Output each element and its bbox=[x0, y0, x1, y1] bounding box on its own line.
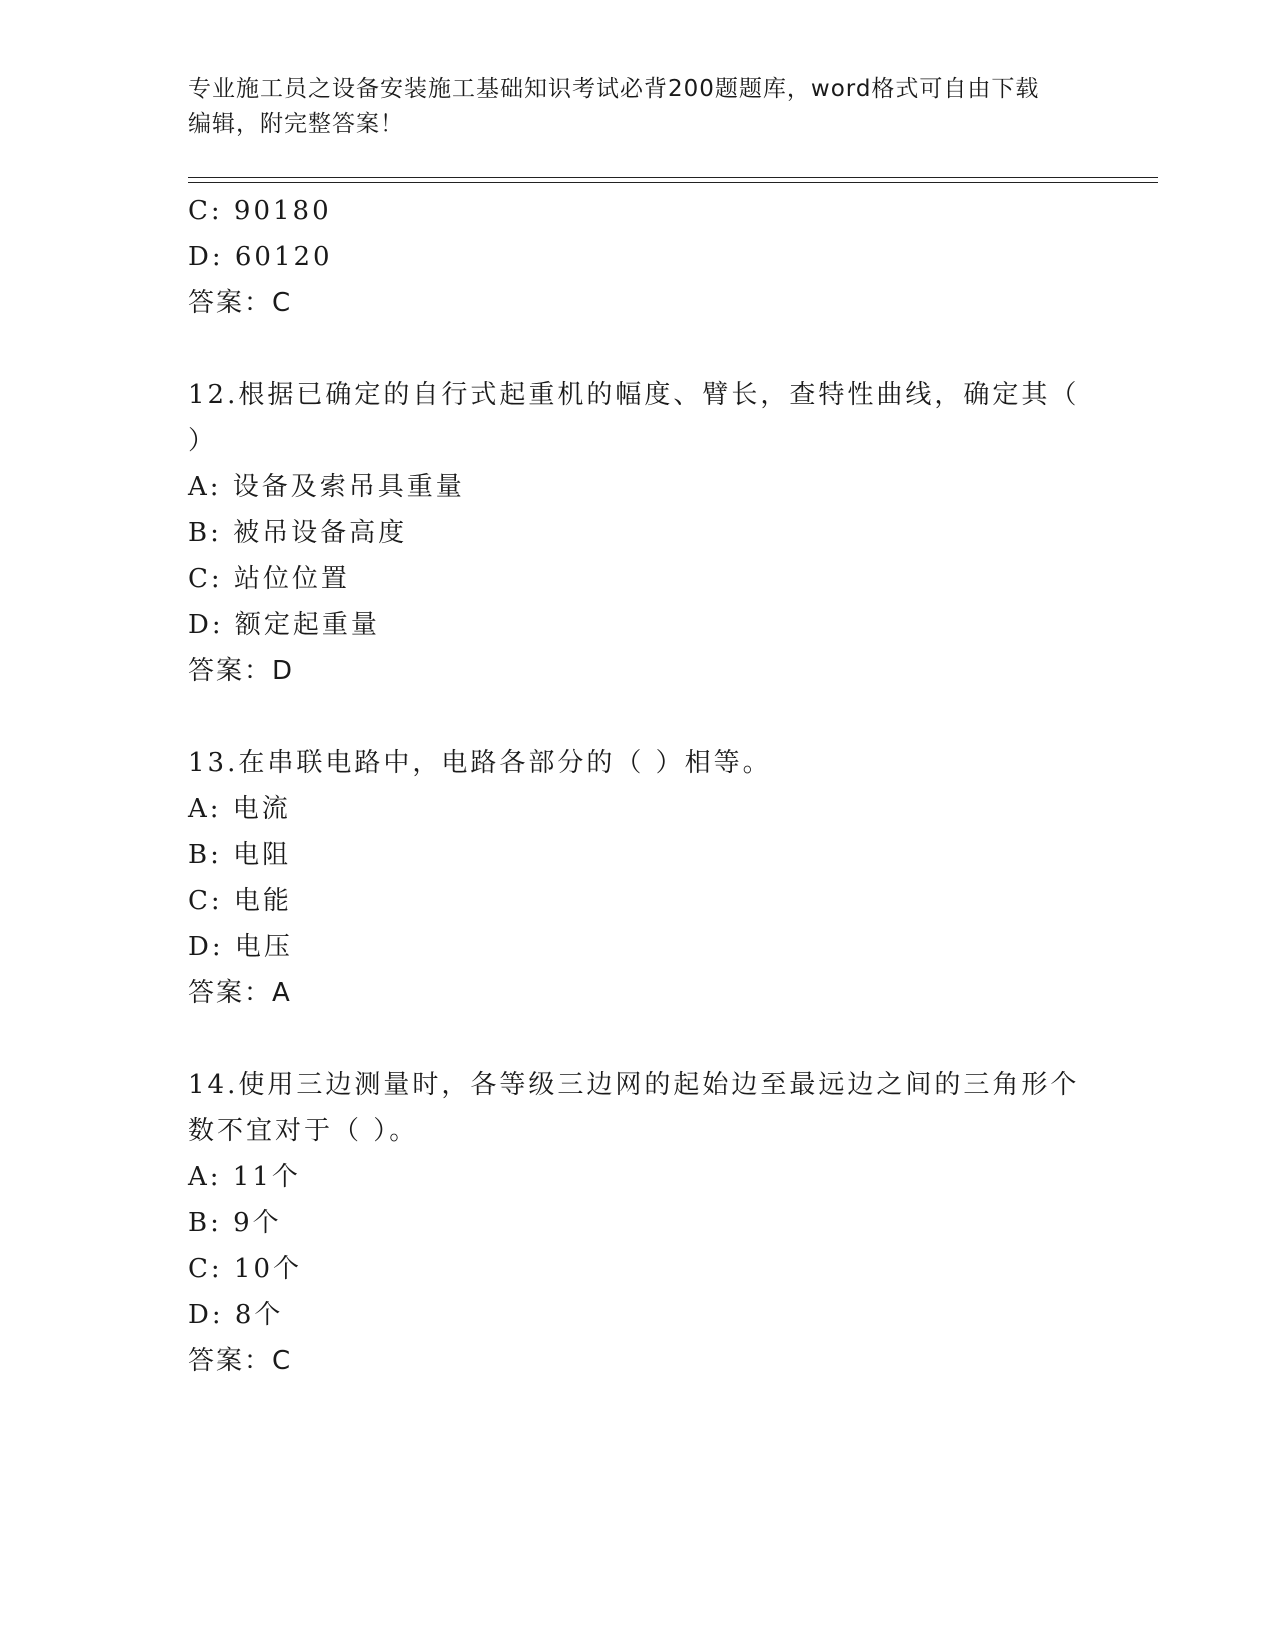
option-d: D: 电压 bbox=[188, 932, 293, 962]
document-body bbox=[188, 188, 1088, 1384]
question-stem-line: ） bbox=[188, 426, 218, 456]
option-c: C: 90180 bbox=[188, 196, 332, 226]
option-d: D: 8个 bbox=[188, 1300, 284, 1330]
header-rule-bottom bbox=[188, 182, 1158, 183]
question-spacer bbox=[188, 1016, 1088, 1062]
option-b: B: 9个 bbox=[188, 1208, 282, 1238]
option-a: A: 11个 bbox=[188, 1162, 301, 1192]
answer-line: 答案：A bbox=[188, 978, 292, 1008]
question-stem-line: 13.在串联电路中，电路各部分的（ ）相等。 bbox=[188, 748, 772, 778]
previous-question-tail bbox=[188, 188, 1088, 326]
question-stem-line: 14.使用三边测量时，各等级三边网的起始边至最远边之间的三角形个 bbox=[188, 1070, 1080, 1100]
question-stem-line: 数不宜对于（ ）。 bbox=[188, 1116, 419, 1146]
option-c: C: 电能 bbox=[188, 886, 292, 916]
page-header bbox=[188, 72, 1078, 142]
answer-line: 答案：D bbox=[188, 656, 295, 686]
option-c: C: 10个 bbox=[188, 1254, 303, 1284]
option-b: B: 电阻 bbox=[188, 840, 292, 870]
option-a: A: 设备及索吊具重量 bbox=[188, 472, 465, 502]
question-14 bbox=[188, 1062, 1088, 1384]
header-rule-top bbox=[188, 177, 1158, 178]
question-13 bbox=[188, 740, 1088, 1016]
header-title-line-2: 编辑，附完整答案！ bbox=[188, 111, 404, 137]
option-d: D: 60120 bbox=[188, 242, 333, 272]
question-12 bbox=[188, 372, 1088, 694]
header-title-line-1: 专业施工员之设备安装施工基础知识考试必背200题题库，word格式可自由下载 bbox=[188, 76, 1040, 102]
answer-line: 答案：C bbox=[188, 1346, 293, 1376]
option-b: B: 被吊设备高度 bbox=[188, 518, 408, 548]
question-spacer bbox=[188, 694, 1088, 740]
option-a: A: 电流 bbox=[188, 794, 291, 824]
question-stem-line: 12.根据已确定的自行式起重机的幅度、臂长，查特性曲线，确定其（ bbox=[188, 380, 1080, 410]
option-d: D: 额定起重量 bbox=[188, 610, 380, 640]
question-spacer bbox=[188, 326, 1088, 372]
option-c: C: 站位位置 bbox=[188, 564, 350, 594]
answer-line: 答案：C bbox=[188, 288, 293, 318]
